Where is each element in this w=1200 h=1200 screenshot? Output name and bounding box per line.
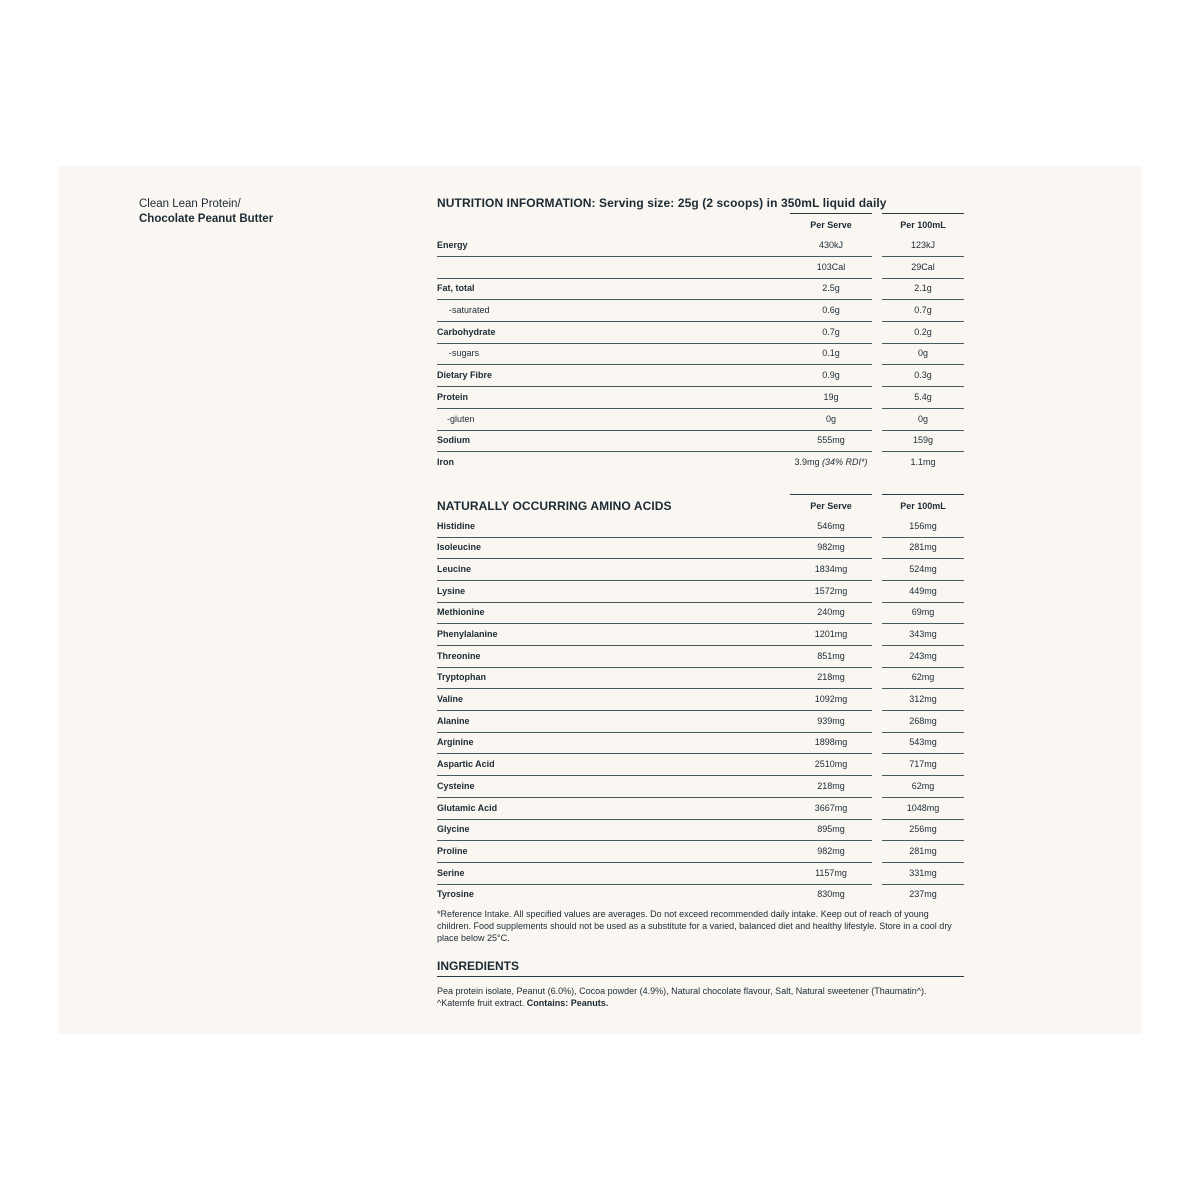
per-100ml-value: 281mg [882, 537, 964, 559]
row-label: Carbohydrate [437, 322, 790, 344]
row-label: Alanine [437, 711, 790, 733]
column-gap [872, 863, 882, 885]
nutrition-title: NUTRITION INFORMATION: Serving size: 25g (2 scoops) in 350mL liquid daily [437, 196, 887, 210]
amino-col-per-serve: Per Serve [790, 494, 872, 518]
table-row [437, 343, 964, 365]
per-serve-value: 240mg [790, 602, 872, 624]
per-serve-value: 2.5g [790, 278, 872, 300]
table-row [437, 322, 964, 344]
nutrition-column [437, 196, 964, 1009]
row-label: Valine [437, 689, 790, 711]
rdi-note: (34% RDI*) [822, 456, 868, 467]
nutrition-table [437, 235, 964, 474]
table-row [437, 430, 964, 452]
row-label: Fat, total [437, 278, 790, 300]
row-label: Aspartic Acid [437, 754, 790, 776]
allergen-statement: Contains: Peanuts. [526, 997, 609, 1008]
row-label: Tryptophan [437, 667, 790, 689]
per-100ml-value: 123kJ [882, 235, 964, 257]
row-label: Glutamic Acid [437, 798, 790, 820]
per-serve-value [790, 452, 872, 474]
table-row [437, 409, 964, 431]
per-serve-amount: 3.9mg [794, 456, 820, 467]
per-serve-value: 982mg [790, 841, 872, 863]
column-gap [872, 430, 882, 452]
per-100ml-value: 331mg [882, 863, 964, 885]
per-serve-value: 0.1g [790, 343, 872, 365]
column-gap [872, 559, 882, 581]
row-label [437, 257, 790, 279]
table-row [437, 732, 964, 754]
per-serve-value: 218mg [790, 776, 872, 798]
per-100ml-value: 29Cal [882, 257, 964, 279]
product-flavour: Chocolate Peanut Butter [139, 213, 274, 225]
per-100ml-value: 0g [882, 409, 964, 431]
column-gap [872, 646, 882, 668]
per-100ml-value: 0.3g [882, 365, 964, 387]
ingredients-text [437, 985, 964, 1009]
column-gap [872, 711, 882, 733]
column-gap [872, 798, 882, 820]
table-row [437, 689, 964, 711]
row-label: Dietary Fibre [437, 365, 790, 387]
column-gap [872, 602, 882, 624]
per-100ml-value: 62mg [882, 776, 964, 798]
per-serve-value: 555mg [790, 430, 872, 452]
row-label: -gluten [437, 409, 790, 431]
table-row [437, 711, 964, 733]
row-label: Phenylalanine [437, 624, 790, 646]
per-serve-value: 103Cal [790, 257, 872, 279]
per-serve-value: 1157mg [790, 863, 872, 885]
column-gap [872, 884, 882, 906]
per-serve-value: 939mg [790, 711, 872, 733]
row-label: Energy [437, 235, 790, 257]
table-row [437, 754, 964, 776]
per-serve-value: 1572mg [790, 581, 872, 603]
column-gap [872, 516, 882, 538]
per-serve-value: 1898mg [790, 732, 872, 754]
amino-col-per-100ml: Per 100mL [882, 494, 964, 518]
per-serve-value: 0g [790, 409, 872, 431]
table-row [437, 819, 964, 841]
table-row [437, 387, 964, 409]
table-row [437, 452, 964, 474]
table-row [437, 776, 964, 798]
per-serve-value: 0.6g [790, 300, 872, 322]
column-gap [872, 387, 882, 409]
per-100ml-value: 2.1g [882, 278, 964, 300]
per-100ml-value: 524mg [882, 559, 964, 581]
per-serve-value: 430kJ [790, 235, 872, 257]
ingredients-title: INGREDIENTS [437, 958, 964, 977]
column-gap [872, 776, 882, 798]
column-gap [872, 409, 882, 431]
table-row [437, 581, 964, 603]
per-100ml-value: 0g [882, 343, 964, 365]
ingredients-list: Pea protein isolate, Peanut (6.0%), Cocoa powder (4.9%), Natural chocolate flavour, Salt, Natural sweetener (Thaumatin^). ^Katemfe fruit extract. [437, 985, 927, 1008]
per-100ml-value: 237mg [909, 889, 937, 900]
table-row [437, 257, 964, 279]
table-row [437, 624, 964, 646]
per-serve-value: 1092mg [790, 689, 872, 711]
column-gap [872, 819, 882, 841]
row-label: Sodium [437, 430, 790, 452]
row-label: Leucine [437, 559, 790, 581]
row-label: -sugars [437, 343, 790, 365]
table-row [437, 798, 964, 820]
column-gap [872, 257, 882, 279]
row-label: Histidine [437, 516, 790, 538]
per-100ml-value: 717mg [882, 754, 964, 776]
row-label: Glycine [437, 819, 790, 841]
per-100ml-value: 449mg [882, 581, 964, 603]
column-gap [872, 343, 882, 365]
per-100ml-value: 1048mg [882, 798, 964, 820]
per-100ml-value: 281mg [882, 841, 964, 863]
per-100ml-value: 62mg [882, 667, 964, 689]
column-gap [872, 581, 882, 603]
table-row [437, 602, 964, 624]
per-serve-value: 19g [790, 387, 872, 409]
per-serve-value: 851mg [790, 646, 872, 668]
row-label: Isoleucine [437, 537, 790, 559]
row-label: Tyrosine [437, 889, 474, 900]
per-serve-value: 0.7g [790, 322, 872, 344]
per-serve-value: 546mg [790, 516, 872, 538]
nutrition-col-per-100ml: Per 100mL [882, 213, 964, 236]
per-serve-value: 1201mg [790, 624, 872, 646]
per-100ml-value: 268mg [882, 711, 964, 733]
footnote: *Reference Intake. All specified values are averages. Do not exceed recommended daily intake. Keep out of reach of young children. Food supplements should not be used as a substitute for a varied, balanced diet and healthy lifestyle. Store in a cool dry place below 25°C. [437, 908, 952, 943]
table-row [437, 841, 964, 863]
per-100ml-value: 543mg [882, 732, 964, 754]
row-label: Serine [437, 863, 790, 885]
column-gap [872, 494, 882, 518]
column-gap [872, 322, 882, 344]
column-gap [872, 689, 882, 711]
row-label: Iron [437, 456, 454, 467]
column-gap [872, 235, 882, 257]
column-gap [872, 841, 882, 863]
per-100ml-value: 156mg [882, 516, 964, 538]
column-gap [872, 667, 882, 689]
table-row [437, 667, 964, 689]
per-100ml-value: 159g [882, 430, 964, 452]
per-100ml-value: 5.4g [882, 387, 964, 409]
amino-table [437, 516, 964, 906]
column-gap [872, 300, 882, 322]
row-label: Proline [437, 841, 790, 863]
row-label: Protein [437, 387, 790, 409]
nutrition-header-blank [437, 213, 790, 236]
per-100ml-value: 0.7g [882, 300, 964, 322]
row-label: Lysine [437, 581, 790, 603]
table-row [437, 863, 964, 885]
table-row [437, 365, 964, 387]
per-serve-value: 830mg [817, 889, 845, 900]
per-100ml-value: 243mg [882, 646, 964, 668]
per-serve-value: 895mg [790, 819, 872, 841]
per-100ml-value: 312mg [882, 689, 964, 711]
per-serve-value: 982mg [790, 537, 872, 559]
column-gap [872, 213, 882, 236]
table-row [437, 278, 964, 300]
table-row [437, 884, 964, 906]
row-label: Threonine [437, 646, 790, 668]
table-row [437, 646, 964, 668]
per-100ml-value: 0.2g [882, 322, 964, 344]
column-gap [872, 278, 882, 300]
table-row [437, 300, 964, 322]
table-row [437, 537, 964, 559]
column-gap [872, 452, 882, 474]
nutrition-col-per-serve: Per Serve [790, 213, 872, 236]
per-100ml-value: 343mg [882, 624, 964, 646]
column-gap [872, 624, 882, 646]
column-gap [872, 365, 882, 387]
column-gap [872, 537, 882, 559]
amino-title: NATURALLY OCCURRING AMINO ACIDS [437, 498, 672, 513]
product-line: Clean Lean Protein/ [139, 198, 241, 210]
table-row [437, 516, 964, 538]
amino-header [437, 494, 964, 516]
product-name [139, 197, 273, 227]
column-gap [872, 754, 882, 776]
per-100ml-value: 1.1mg [910, 456, 936, 467]
column-gap [872, 732, 882, 754]
row-label: Cysteine [437, 776, 790, 798]
per-serve-value: 0.9g [790, 365, 872, 387]
per-serve-value: 2510mg [790, 754, 872, 776]
row-label: -saturated [437, 300, 790, 322]
per-100ml-value: 256mg [882, 819, 964, 841]
table-row [437, 559, 964, 581]
per-100ml-value: 69mg [882, 602, 964, 624]
per-serve-value: 1834mg [790, 559, 872, 581]
row-label: Arginine [437, 732, 790, 754]
per-serve-value: 218mg [790, 667, 872, 689]
table-row [437, 235, 964, 257]
per-serve-value: 3667mg [790, 798, 872, 820]
row-label: Methionine [437, 602, 790, 624]
nutrition-header [437, 213, 964, 235]
